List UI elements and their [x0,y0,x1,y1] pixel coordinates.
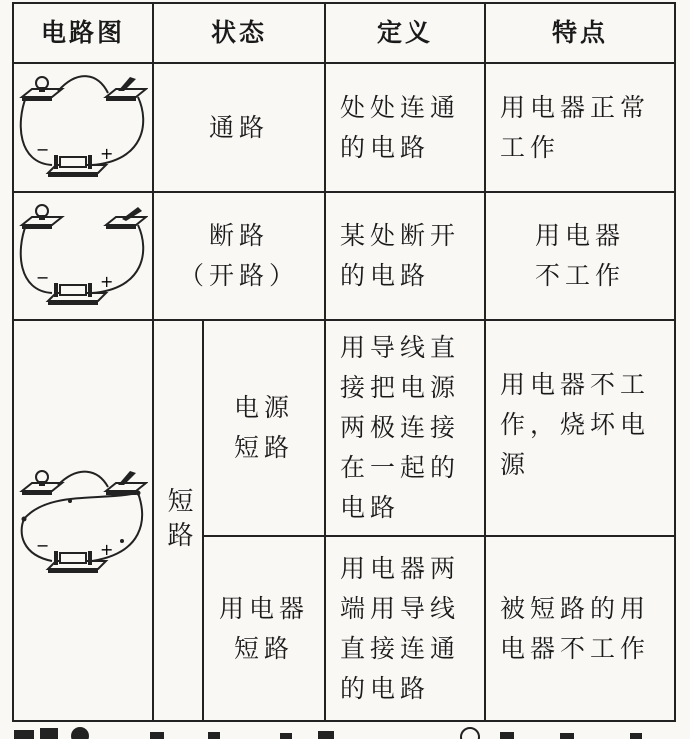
state-label: 通路 [208,112,269,142]
cropped-text-strip [0,724,690,739]
state-closed-circuit [154,64,324,191]
state-label: 电源 短路 [233,393,294,462]
state-short-circuit-group [154,321,202,720]
battery-plus-label: + [100,272,114,291]
header-label: 状态 [210,18,267,47]
feature-text: 用电器 不工作 [534,221,625,290]
header-label: 电路图 [40,18,125,47]
open-circuit-diagram [14,193,152,319]
short-circuit-diagram [14,321,152,720]
definition-text: 用导线直 接把电源 两极连接 在一起的 电路 [340,333,461,522]
feature-appliance-short [486,537,674,720]
definition-text: 用电器两 端用导线 直接连通 的电路 [340,553,461,703]
header-feature [486,4,674,62]
battery-minus-label: − [36,139,50,159]
feature-power-short [486,321,674,535]
definition-power-short [326,321,484,535]
header-label: 定义 [376,18,433,47]
header-definition [326,4,484,62]
feature-open-circuit [486,193,674,319]
definition-text: 某处断开 的电路 [340,221,461,290]
state-power-short [204,321,324,535]
definition-closed-circuit [326,64,484,191]
closed-circuit-diagram [14,64,152,191]
header-circuit-diagram [14,4,152,62]
state-label: 用电器 短路 [218,593,309,663]
battery-plus-label: + [100,143,114,163]
feature-text: 用电器正常 工作 [500,92,651,162]
short-circuit-icon [18,461,148,581]
battery-minus-label: − [36,268,50,287]
definition-open-circuit [326,193,484,319]
definition-appliance-short [326,537,484,720]
header-label: 特点 [551,18,608,47]
state-open-circuit [154,193,324,319]
closed-circuit-icon [18,73,148,183]
feature-text: 被短路的用 电器不工作 [500,593,651,663]
state-label: 断路 （开路） [178,221,299,290]
battery-minus-label: − [36,535,50,555]
open-circuit-icon [18,201,148,311]
state-appliance-short [204,537,324,720]
cropped-text-marks [0,724,690,739]
feature-text: 用电器不工 作，烧坏电 源 [500,370,651,479]
feature-closed-circuit [486,64,674,191]
battery-plus-label: + [100,539,114,559]
state-group-label: 短路 [163,486,193,555]
circuit-state-table [12,2,676,722]
header-state [154,4,324,62]
definition-text: 处处连通 的电路 [340,92,461,162]
